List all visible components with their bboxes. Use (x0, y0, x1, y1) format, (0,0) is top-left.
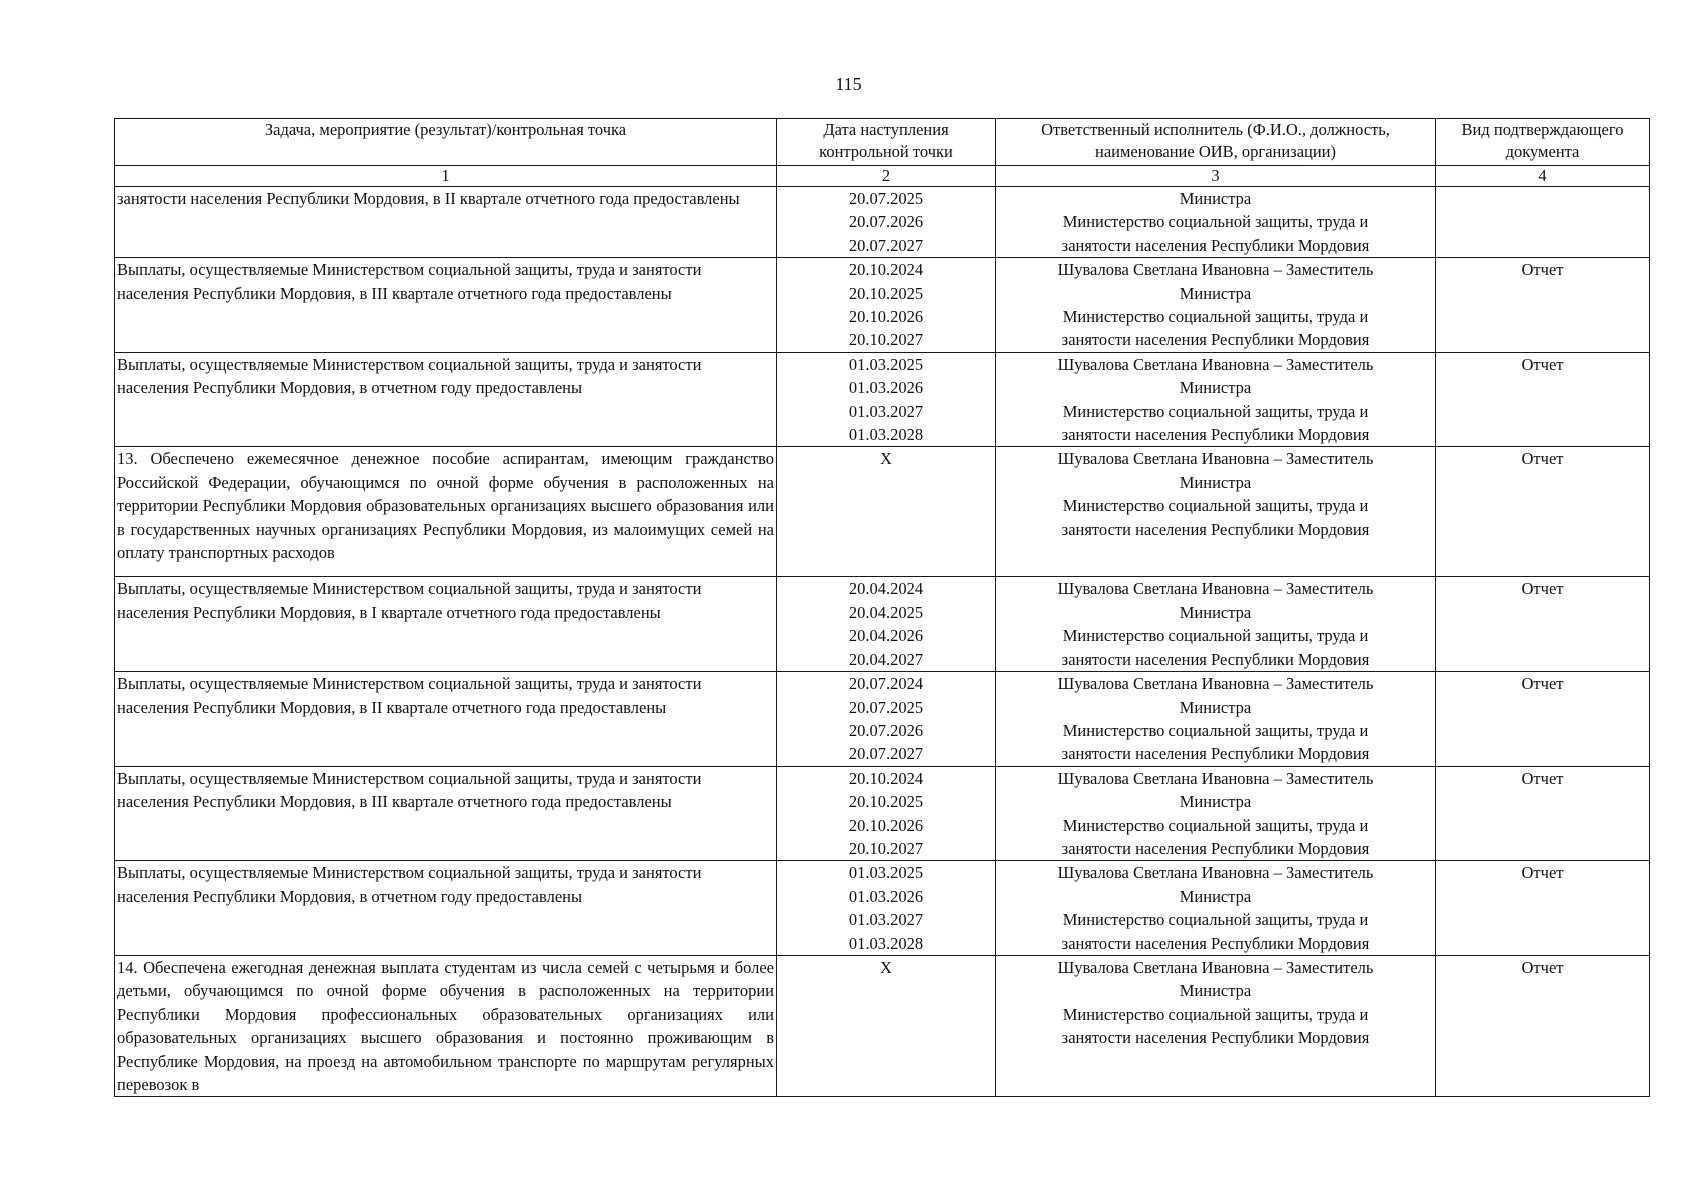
responsible-line: Министра (1179, 602, 1252, 622)
responsible-cell (996, 258, 1436, 353)
dates-cell (777, 352, 996, 447)
dates-cell (777, 187, 996, 258)
responsible-line: занятости населения Республики Мордовия (1061, 330, 1370, 350)
responsible-line: Министра (1179, 697, 1252, 717)
table-row (115, 258, 1650, 353)
responsible-line: Министерство социальной защиты, труда и (1062, 720, 1369, 740)
control-date: 20.10.2025 (848, 283, 924, 303)
responsible-line: занятости населения Республики Мордовия (1061, 519, 1370, 539)
header-row (115, 119, 1650, 166)
document-type-cell: Отчет (1436, 672, 1650, 767)
table-row (115, 447, 1650, 577)
responsible-line: Шувалова Светлана Ивановна – Заместитель (1057, 449, 1374, 469)
column-number: 3 (996, 166, 1436, 187)
responsible-line: Министра (1179, 886, 1252, 906)
task-cell: Выплаты, осуществляемые Министерством социальной защиты, труда и занятости населения Республики Мордовия, в III квартале отчетного года предоставлены (115, 766, 777, 861)
document-type-cell: Отчет (1436, 352, 1650, 447)
control-date: 20.10.2027 (848, 330, 924, 350)
control-date: 01.03.2027 (848, 401, 924, 421)
responsible-line: Министра (1179, 792, 1252, 812)
responsible-cell (996, 577, 1436, 672)
table-row (115, 766, 1650, 861)
responsible-cell (996, 187, 1436, 258)
responsible-line: Министерство социальной защиты, труда и (1062, 212, 1369, 232)
control-date: 01.03.2027 (848, 910, 924, 930)
control-date: 20.10.2024 (848, 768, 924, 788)
table-row (115, 187, 1650, 258)
control-date: 20.04.2026 (848, 626, 924, 646)
table-row (115, 861, 1650, 956)
responsible-line: Министра (1179, 378, 1252, 398)
responsible-line: занятости населения Республики Мордовия (1061, 649, 1370, 669)
document-type-cell: Отчет (1436, 955, 1650, 1096)
responsible-line: занятости населения Республики Мордовия (1061, 425, 1370, 445)
column-number: 1 (115, 166, 777, 187)
responsible-line: Министерство социальной защиты, труда и (1062, 815, 1369, 835)
task-cell: Выплаты, осуществляемые Министерством социальной защиты, труда и занятости населения Республики Мордовия, в отчетном году предоставлены (115, 352, 777, 447)
control-date: 20.07.2027 (848, 235, 924, 255)
responsible-line: Министра (1179, 283, 1252, 303)
responsible-cell (996, 766, 1436, 861)
responsible-line: Шувалова Светлана Ивановна – Заместитель (1057, 768, 1374, 788)
document-type-cell (1436, 187, 1650, 258)
document-type-cell: Отчет (1436, 577, 1650, 672)
control-date: 01.03.2026 (848, 378, 924, 398)
task-cell: Выплаты, осуществляемые Министерством социальной защиты, труда и занятости населения Республики Мордовия, в II квартале отчетного года предоставлены (115, 672, 777, 767)
responsible-line: Шувалова Светлана Ивановна – Заместитель (1057, 863, 1374, 883)
dates-cell (777, 861, 996, 956)
responsible-line: Министра (1179, 981, 1252, 1001)
header-responsible: Ответственный исполнитель (Ф.И.О., должность, наименование ОИВ, организации) (996, 119, 1436, 166)
control-date: 01.03.2028 (848, 425, 924, 445)
responsible-cell (996, 447, 1436, 577)
column-number: 2 (777, 166, 996, 187)
header-task: Задача, мероприятие (результат)/контрольная точка (115, 119, 777, 166)
task-cell: 14. Обеспечена ежегодная денежная выплата студентам из числа семей с четырьмя и более детьми, обучающимся по очной форме обучения в расположенных на территории Республики Мордовия профессиональных образовательных организациях или образовательных организациях высшего образования и постоянно проживающим в Республике Мордовия, на проезд на автомобильном транспорте по маршрутам регулярных перевозок в (115, 955, 777, 1096)
dates-cell (777, 447, 996, 577)
control-date: 20.10.2026 (848, 815, 924, 835)
control-date: 20.07.2025 (848, 189, 924, 208)
table-row (115, 352, 1650, 447)
task-cell: Выплаты, осуществляемые Министерством социальной защиты, труда и занятости населения Республики Мордовия, в III квартале отчетного года предоставлены (115, 258, 777, 353)
control-date: 20.10.2025 (848, 792, 924, 812)
responsible-cell (996, 861, 1436, 956)
control-date: 01.03.2026 (848, 886, 924, 906)
document-type-cell: Отчет (1436, 861, 1650, 956)
responsible-line: Шувалова Светлана Ивановна – Заместитель (1057, 674, 1374, 694)
control-date: 01.03.2025 (848, 863, 924, 883)
responsible-line: Шувалова Светлана Ивановна – Заместитель (1057, 354, 1374, 374)
control-date: 20.07.2025 (848, 697, 924, 717)
dates-cell (777, 258, 996, 353)
task-cell: 13. Обеспечено ежемесячное денежное пособие аспирантам, имеющим гражданство Российской Федерации, обучающимся по очной форме обучения в расположенных на территории Республики Мордовия образовательных организациях высшего образования или в государственных научных организациях Республики Мордовия, из малоимущих семей на оплату транспортных расходов (115, 447, 777, 577)
responsible-line: Министерство социальной защиты, труда и (1062, 910, 1369, 930)
control-date: 20.07.2026 (848, 212, 924, 232)
responsible-line: Министра (1179, 472, 1252, 492)
column-numbers-row (115, 166, 1650, 187)
header-date: Дата наступления контрольной точки (777, 119, 996, 166)
task-cell: Выплаты, осуществляемые Министерством социальной защиты, труда и занятости населения Республики Мордовия, в отчетном году предоставлены (115, 861, 777, 956)
control-date: 01.03.2025 (848, 354, 924, 374)
control-date: 20.10.2026 (848, 307, 924, 327)
responsible-line: занятости населения Республики Мордовия (1061, 1028, 1370, 1048)
control-date: 20.04.2024 (848, 579, 924, 599)
dates-cell (777, 672, 996, 767)
responsible-line: Министерство социальной защиты, труда и (1062, 496, 1369, 516)
control-date: 20.04.2027 (848, 649, 924, 669)
responsible-cell (996, 955, 1436, 1096)
table-row (115, 955, 1650, 1096)
control-date: 20.07.2027 (848, 744, 924, 764)
control-date: X (880, 449, 892, 469)
responsible-line: Шувалова Светлана Ивановна – Заместитель (1057, 579, 1374, 599)
control-date: 20.10.2027 (848, 838, 924, 858)
dates-cell (777, 955, 996, 1096)
task-cell: Выплаты, осуществляемые Министерством социальной защиты, труда и занятости населения Республики Мордовия, в I квартале отчетного года предоставлены (115, 577, 777, 672)
column-number: 4 (1436, 166, 1650, 187)
responsible-line: Министерство социальной защиты, труда и (1062, 626, 1369, 646)
table-body (115, 187, 1650, 1097)
control-date: X (880, 957, 892, 977)
control-date: 20.07.2026 (848, 720, 924, 740)
control-date: 20.04.2025 (848, 602, 924, 622)
document-type-cell: Отчет (1436, 258, 1650, 353)
table-row (115, 577, 1650, 672)
document-type-cell: Отчет (1436, 766, 1650, 861)
responsible-line: Шувалова Светлана Ивановна – Заместитель (1057, 260, 1374, 280)
responsible-line: Министра (1179, 189, 1252, 208)
task-cell: занятости населения Республики Мордовия, в II квартале отчетного года предоставлены (115, 187, 777, 258)
responsible-line: занятости населения Республики Мордовия (1061, 235, 1370, 255)
responsible-line: занятости населения Республики Мордовия (1061, 933, 1370, 953)
dates-cell (777, 577, 996, 672)
header-document: Вид подтверждающего документа (1436, 119, 1650, 166)
page-number: 115 (835, 74, 862, 94)
table-row (115, 672, 1650, 767)
dates-cell (777, 766, 996, 861)
control-date: 01.03.2028 (848, 933, 924, 953)
responsible-line: занятости населения Республики Мордовия (1061, 838, 1370, 858)
responsible-cell (996, 352, 1436, 447)
control-date: 20.10.2024 (848, 260, 924, 280)
responsible-line: Министерство социальной защиты, труда и (1062, 1004, 1369, 1024)
document-type-cell: Отчет (1436, 447, 1650, 577)
responsible-cell (996, 672, 1436, 767)
control-points-table (114, 118, 1650, 1097)
control-date: 20.07.2024 (848, 674, 924, 694)
responsible-line: Министерство социальной защиты, труда и (1062, 307, 1369, 327)
responsible-line: занятости населения Республики Мордовия (1061, 744, 1370, 764)
responsible-line: Шувалова Светлана Ивановна – Заместитель (1057, 957, 1374, 977)
responsible-line: Министерство социальной защиты, труда и (1062, 401, 1369, 421)
